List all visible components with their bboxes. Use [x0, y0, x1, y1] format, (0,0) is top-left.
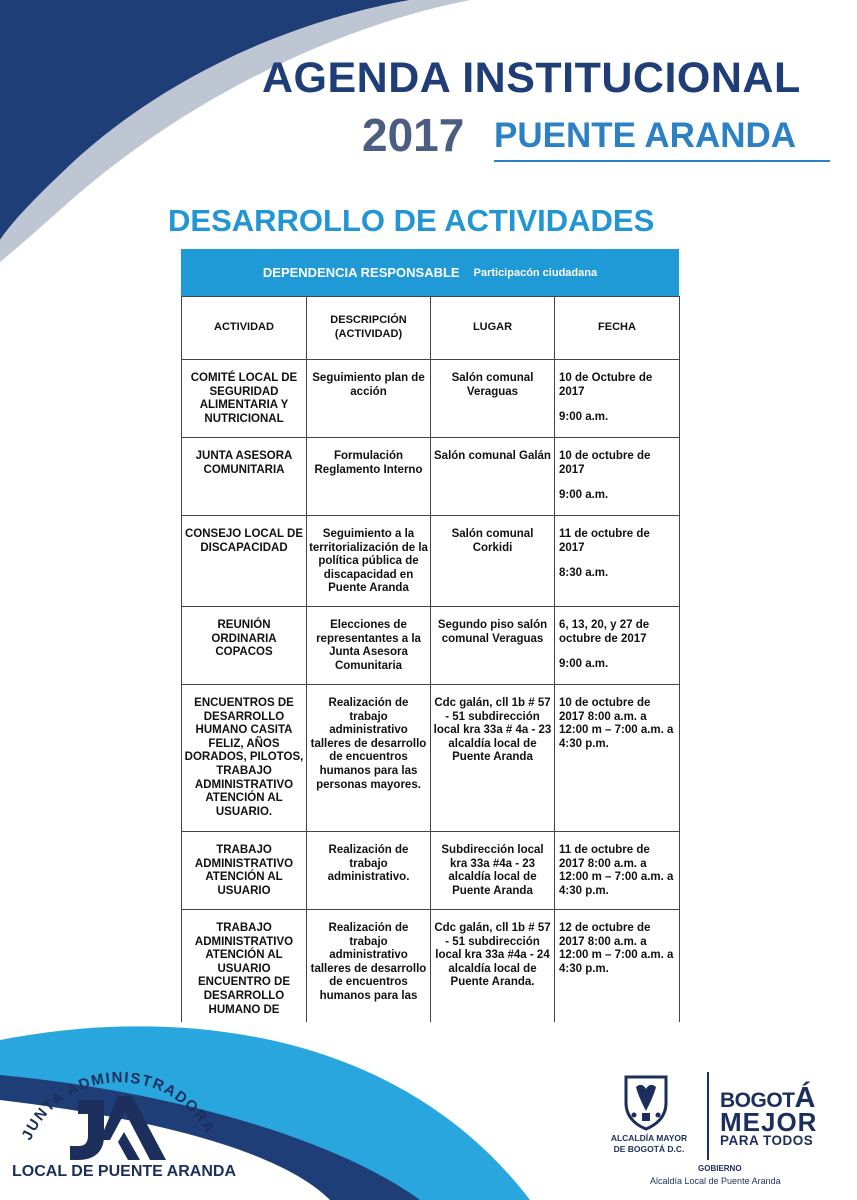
- fecha-text: 10 de octubre de 2017: [559, 450, 651, 476]
- jal-logo: [0, 1040, 240, 1170]
- col-header-fecha: FECHA: [555, 297, 680, 360]
- cell-descripcion: Elecciones de representantes a la Junta Asesora Comunitaria: [307, 607, 431, 685]
- cell-descripcion: Realización de trabajo administrativo.: [307, 832, 431, 910]
- table-row: [182, 910, 680, 1022]
- activities-table: [181, 249, 679, 1022]
- jal-emblem-mark: [70, 1100, 104, 1160]
- cell-actividad: TRABAJO ADMINISTRATIVO ATENCIÓN AL USUARIO ENCUENTRO DE DESARROLLO HUMANO DE: [182, 910, 307, 1022]
- fecha-text: 10 de Octubre de 2017: [559, 372, 653, 398]
- cell-actividad: COMITÉ LOCAL DE SEGURIDAD ALIMENTARIA Y NUTRICIONAL: [182, 360, 307, 438]
- para-todos-word: PARA TODOS: [720, 1133, 814, 1148]
- table-row: [182, 685, 680, 832]
- col-header-descripcion: DESCRIPCIÓN (ACTIVIDAD): [307, 297, 431, 360]
- bogota-mejor-logo: [720, 1082, 818, 1148]
- hora-text: 9:00 a.m.: [559, 489, 609, 502]
- cell-fecha: 10 de octubre de 2017 8:00 a.m. a 12:00 m – 7:00 a.m. a 4:30 p.m.: [555, 685, 680, 832]
- cell-lugar: Subdirección local kra 33a #4a - 23 alcaldía local de Puente Aranda: [431, 832, 555, 910]
- cell-actividad: TRABAJO ADMINISTRATIVO ATENCIÓN AL USUARIO: [182, 832, 307, 910]
- cell-lugar: Cdc galán, cll 1b # 57 - 51 subdirección local kra 33a # 4a - 23 alcaldía local de Puente Aranda: [431, 685, 555, 832]
- cell-actividad: ENCUENTROS DE DESARROLLO HUMANO CASITA FELIZ, AÑOS DORADOS, PILOTOS, TRABAJO ADMINISTRATIVO ATENCIÓN AL USUARIO.: [182, 685, 307, 832]
- table-header-row: [182, 297, 680, 360]
- dependency-bar: [181, 249, 679, 296]
- agenda-title: AGENDA INSTITUCIONAL: [262, 54, 801, 102]
- gobierno-label: GOBIERNO: [698, 1164, 742, 1173]
- cell-descripcion: Formulación Reglamento Interno: [307, 438, 431, 516]
- cell-fecha: [555, 360, 680, 438]
- mejor-word: MEJOR: [720, 1107, 818, 1137]
- cell-lugar: Salón comunal Galán: [431, 438, 555, 516]
- cell-descripcion: Realización de trabajo administrativo talleres de desarrollo de encuentros humanos para las: [307, 910, 431, 1022]
- cell-fecha: [555, 438, 680, 516]
- hora-text: 9:00 a.m.: [559, 411, 609, 424]
- cell-actividad: CONSEJO LOCAL DE DISCAPACIDAD: [182, 516, 307, 607]
- seal-caption-line-1: ALCALDÍA MAYOR: [610, 1133, 688, 1143]
- section-title: DESARROLLO DE ACTIVIDADES: [168, 203, 655, 238]
- cell-lugar: Salón comunal Veraguas: [431, 360, 555, 438]
- cell-lugar: Segundo piso salón comunal Veraguas: [431, 607, 555, 685]
- jal-caption: LOCAL DE PUENTE ARANDA: [12, 1163, 237, 1180]
- bogota-seal-icon: [620, 1073, 672, 1131]
- cell-lugar: Salón comunal Corkidi: [431, 516, 555, 607]
- jal-emblem-lambda-inner: [118, 1132, 140, 1160]
- hora-text: 9:00 a.m.: [559, 658, 609, 671]
- alcaldia-local-label: Alcaldía Local de Puente Aranda: [650, 1176, 781, 1186]
- col-header-actividad: ACTIVIDAD: [182, 297, 307, 360]
- dependency-value: Participacón ciudadana: [473, 266, 598, 279]
- activities-grid: [181, 296, 680, 1022]
- cell-actividad: JUNTA ASESORA COMUNITARIA: [182, 438, 307, 516]
- fecha-text: 6, 13, 20, y 27 de octubre de 2017: [559, 619, 650, 645]
- cell-fecha: [555, 607, 680, 685]
- cell-descripcion: Realización de trabajo administrativo talleres de desarrollo de encuentros humanos para las personas mayores.: [307, 685, 431, 832]
- seal-caption: [598, 1133, 700, 1155]
- seal-caption-line-2: DE BOGOTÁ D.C.: [613, 1144, 685, 1154]
- cell-fecha: 12 de octubre de 2017 8:00 a.m. a 12:00 m – 7:00 a.m. a 4:30 p.m.: [555, 910, 680, 1022]
- year-label: 2017: [362, 109, 465, 161]
- cell-fecha: 11 de octubre de 2017 8:00 a.m. a 12:00 m – 7:00 a.m. a 4:30 p.m.: [555, 832, 680, 910]
- place-label: PUENTE ARANDA: [494, 116, 797, 155]
- col-header-lugar: LUGAR: [431, 297, 555, 360]
- fecha-text: 11 de octubre de 2017: [559, 528, 650, 554]
- table-row: [182, 607, 680, 685]
- title-underline: [494, 160, 830, 162]
- hora-text: 8:30 a.m.: [559, 567, 609, 580]
- dependency-label: DEPENDENCIA RESPONSABLE: [262, 265, 460, 280]
- cell-descripcion: Seguimiento plan de acción: [307, 360, 431, 438]
- bogota-word: BOGOT: [720, 1089, 795, 1112]
- cell-descripcion: Seguimiento a la territorialización de la política pública de discapacidad en Puente Aranda: [307, 516, 431, 607]
- bogota-accent-letter: Á: [794, 1082, 815, 1114]
- cell-lugar: Cdc galán, cll 1b # 57 - 51 subdirección local kra 33a #4a - 24 alcaldía local de Puente Aranda.: [431, 910, 555, 1022]
- cell-actividad: REUNIÓN ORDINARIA COPACOS: [182, 607, 307, 685]
- cell-fecha: [555, 516, 680, 607]
- jal-arc-text: JUNTA ADMINISTRADORA: [18, 1069, 219, 1143]
- table-row: [182, 832, 680, 910]
- table-row: [182, 438, 680, 516]
- table-row: [182, 516, 680, 607]
- table-row: [182, 360, 680, 438]
